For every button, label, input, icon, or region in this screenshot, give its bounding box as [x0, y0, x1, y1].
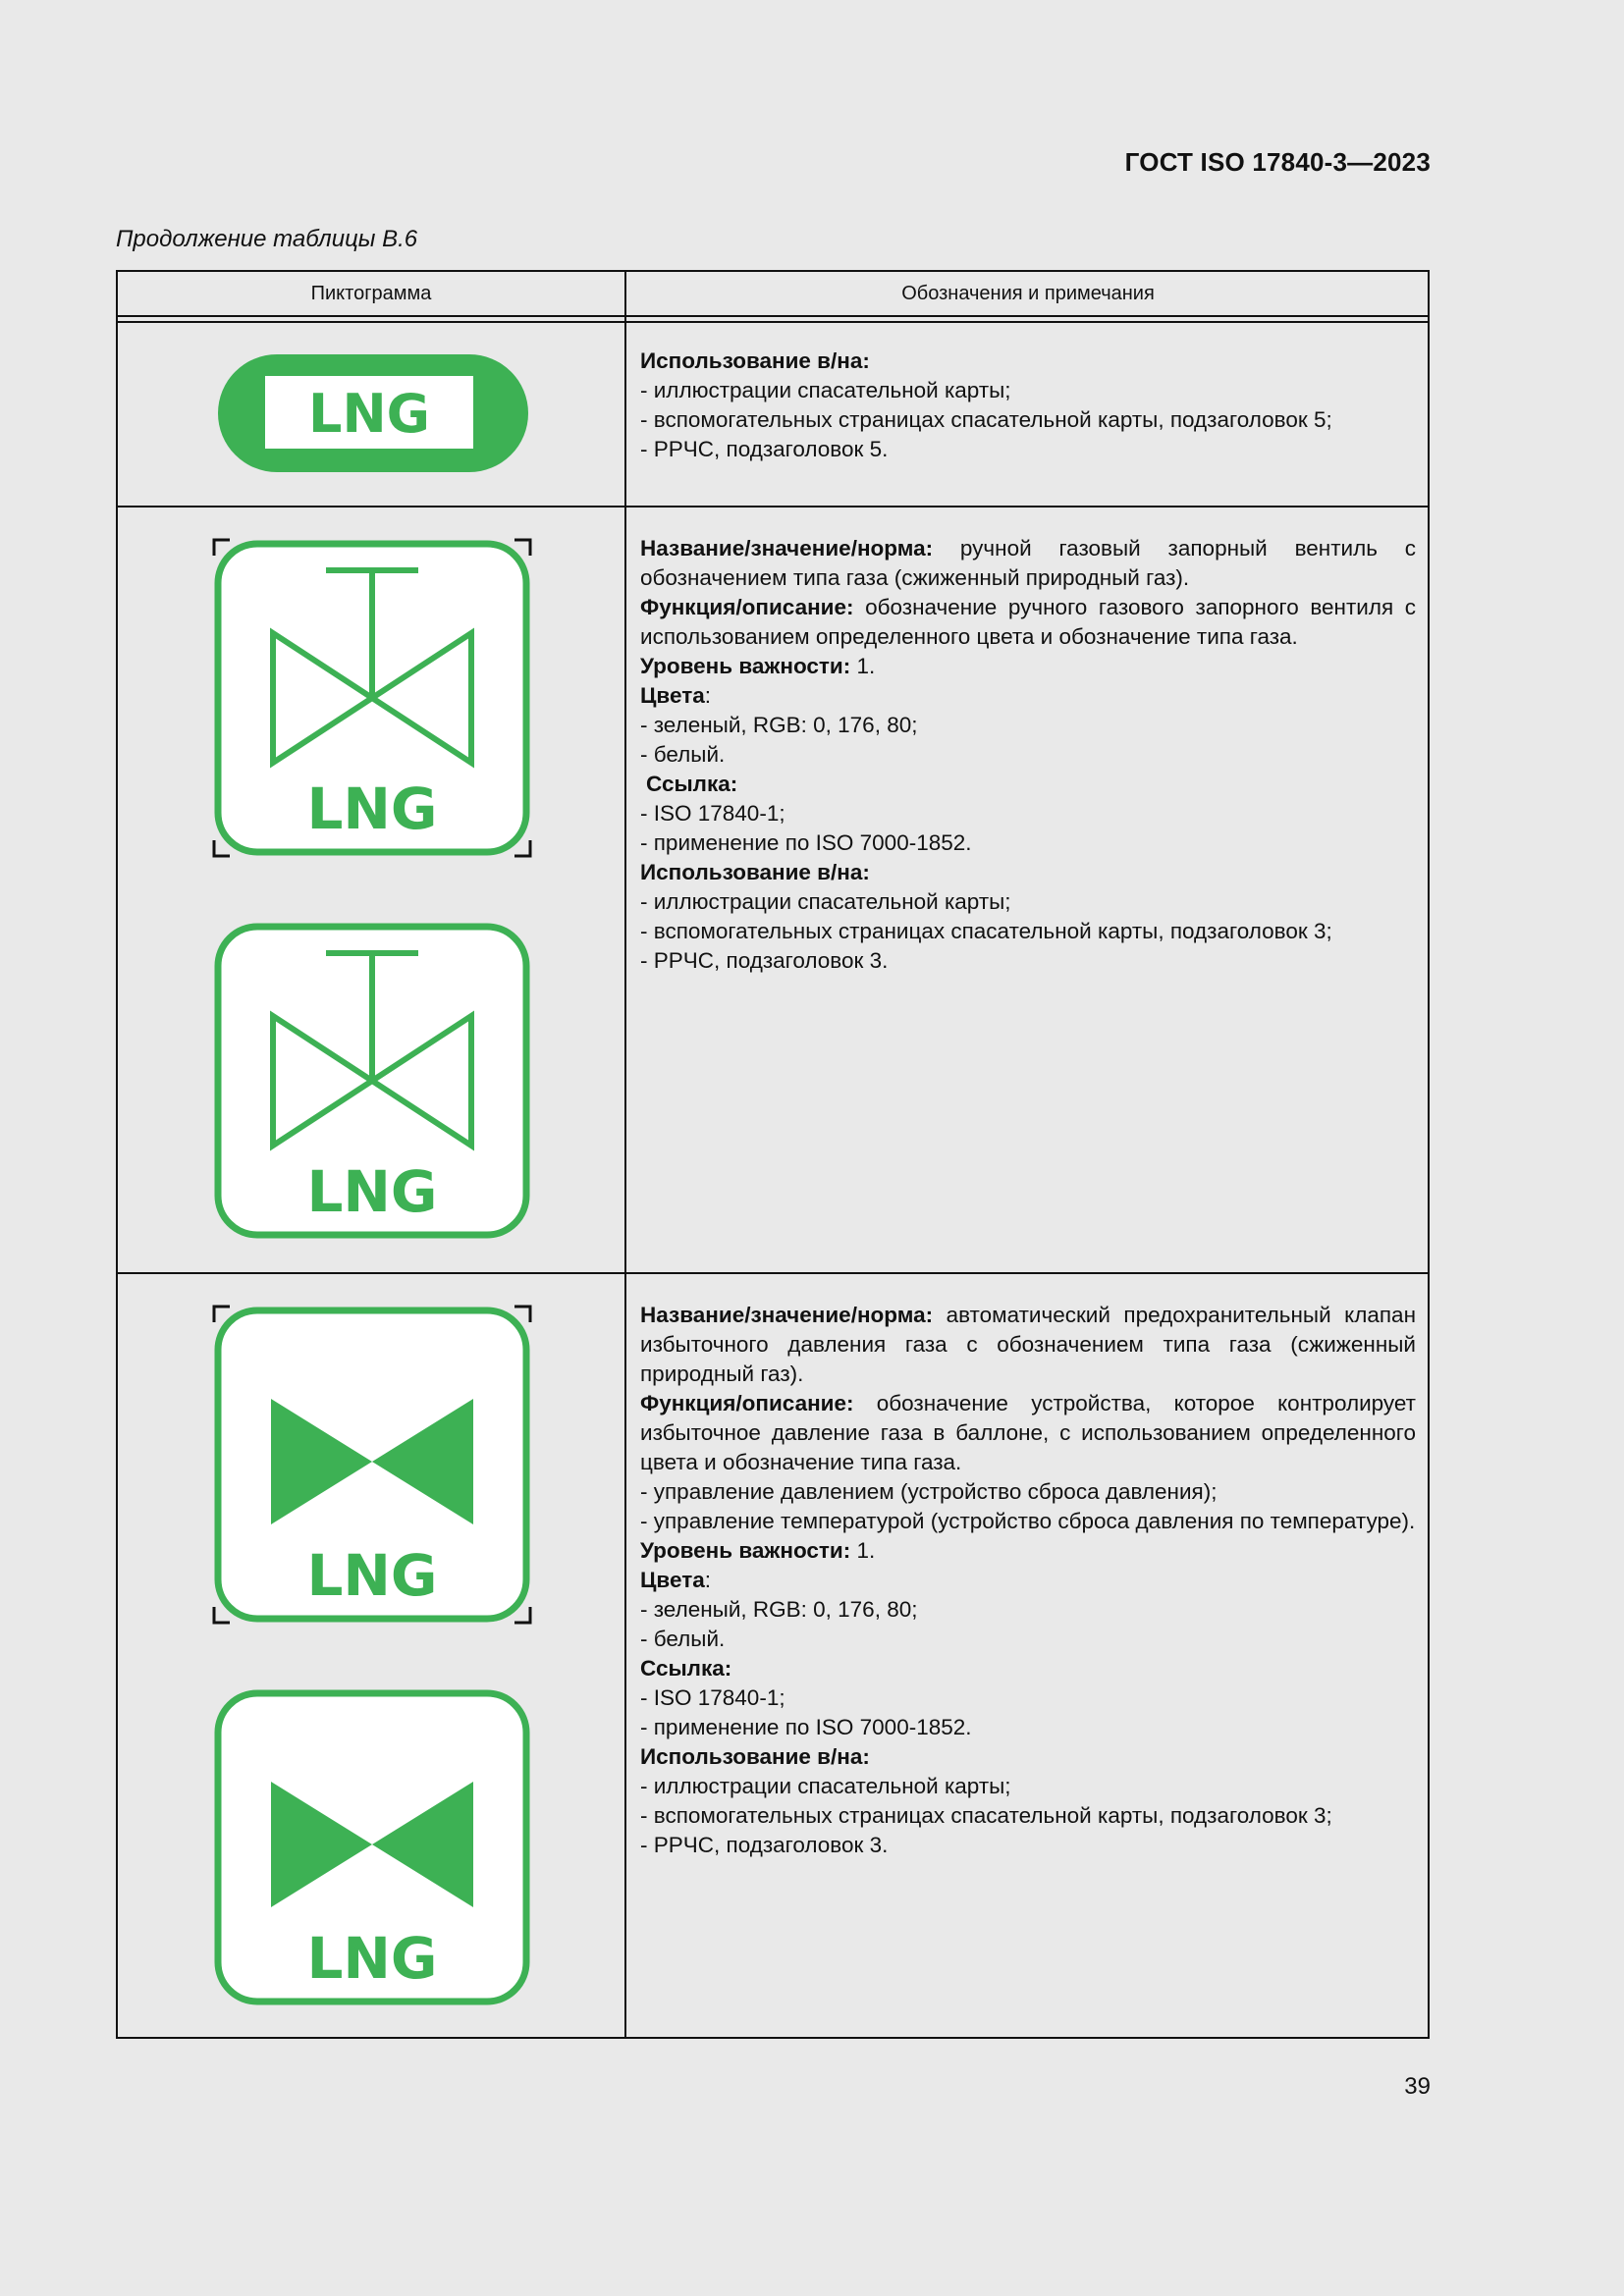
- function-label: Функция/описание:: [640, 595, 854, 619]
- usage-item: - РРЧС, подзаголовок 3.: [640, 1833, 889, 1857]
- notes-row-1: [640, 347, 1416, 464]
- colors-label: Цвета: [640, 1568, 705, 1592]
- function-value: обозначение устройства, которое контролирует избыточное давление газа в баллоне, с использованием определенного цвета и обозначение типа газа.: [640, 1391, 1416, 1474]
- level-label: Уровень важности:: [640, 1538, 851, 1563]
- usage-item: - вспомогательных страницах спасательной карты, подзаголовок 3;: [640, 1803, 1332, 1828]
- notes-row-2: [640, 534, 1416, 976]
- level-value: 1.: [850, 654, 876, 678]
- colors-label: Цвета: [640, 683, 705, 708]
- column-separator: [624, 272, 626, 2037]
- lng-label-pictogram: [216, 352, 530, 474]
- usage-label: Использование в/на:: [640, 1744, 870, 1769]
- name-value: ручной газовый запорный вентиль с обозначением типа газа (сжиженный природный газ).: [640, 536, 1416, 590]
- function-value: обозначение ручного газового запорного вентиля с использованием определенного цвета и обозначение типа газа.: [640, 595, 1416, 649]
- header-divider: [118, 315, 1428, 317]
- row-divider: [118, 506, 1428, 507]
- svg-text:LNG: LNG: [306, 1542, 438, 1609]
- usage-item: - вспомогательных страницах спасательной карты, подзаголовок 5;: [640, 407, 1332, 432]
- usage-label: Использование в/на:: [640, 860, 870, 884]
- color-item: - зеленый, RGB: 0, 176, 80;: [640, 713, 918, 737]
- relief-valve-pictogram: [212, 1687, 532, 2007]
- header-pictogram: Пиктограмма: [310, 283, 432, 304]
- colors-colon: :: [704, 1568, 711, 1592]
- function-item: - управление давлением (устройство сброса давления);: [640, 1479, 1218, 1504]
- table-caption: Продолжение таблицы В.6: [116, 226, 418, 252]
- usage-item: - вспомогательных страницах спасательной карты, подзаголовок 3;: [640, 919, 1332, 943]
- svg-text:LNG: LNG: [306, 1158, 438, 1225]
- function-item: - управление температурой (устройство сброса давления по температуре).: [640, 1509, 1416, 1533]
- relief-valve-pictogram-cropmarked: [212, 1305, 532, 1625]
- color-item: - белый.: [640, 742, 726, 767]
- name-label: Название/значение/норма:: [640, 536, 934, 561]
- manual-valve-pictogram: [212, 921, 532, 1241]
- function-label: Функция/описание:: [640, 1391, 854, 1415]
- manual-valve-pictogram-cropmarked: [212, 538, 532, 858]
- reference-item: - применение по ISO 7000-1852.: [640, 830, 972, 855]
- document-code: ГОСТ ISO 17840-3—2023: [1124, 147, 1431, 177]
- svg-text:LNG: LNG: [308, 383, 430, 445]
- usage-item: - РРЧС, подзаголовок 3.: [640, 948, 889, 973]
- pictogram-table: [116, 270, 1430, 2039]
- header-notes: Обозначения и примечания: [901, 283, 1155, 304]
- header-divider-double: [118, 321, 1428, 323]
- svg-text:LNG: LNG: [306, 775, 438, 842]
- reference-item: - ISO 17840-1;: [640, 1685, 785, 1710]
- color-item: - белый.: [640, 1627, 726, 1651]
- name-value: автоматический предохранительный клапан избыточного давления газа с обозначением типа газа (сжиженный природный газ).: [640, 1303, 1416, 1386]
- level-value: 1.: [850, 1538, 876, 1563]
- color-item: - зеленый, RGB: 0, 176, 80;: [640, 1597, 918, 1622]
- row-divider: [118, 1272, 1428, 1274]
- usage-item: - иллюстрации спасательной карты;: [640, 1774, 1011, 1798]
- usage-item: - иллюстрации спасательной карты;: [640, 889, 1011, 914]
- reference-item: - ISO 17840-1;: [640, 801, 785, 826]
- colors-colon: :: [704, 683, 711, 708]
- svg-text:LNG: LNG: [306, 1925, 438, 1992]
- notes-row-3: [640, 1301, 1416, 1860]
- page-number: 39: [1404, 2073, 1431, 2100]
- usage-label: Использование в/на:: [640, 348, 870, 373]
- name-label: Название/значение/норма:: [640, 1303, 934, 1327]
- reference-label: Ссылка:: [646, 772, 738, 796]
- usage-item: - иллюстрации спасательной карты;: [640, 378, 1011, 402]
- level-label: Уровень важности:: [640, 654, 851, 678]
- reference-item: - применение по ISO 7000-1852.: [640, 1715, 972, 1739]
- reference-label: Ссылка:: [640, 1656, 732, 1681]
- usage-item: - РРЧС, подзаголовок 5.: [640, 437, 889, 461]
